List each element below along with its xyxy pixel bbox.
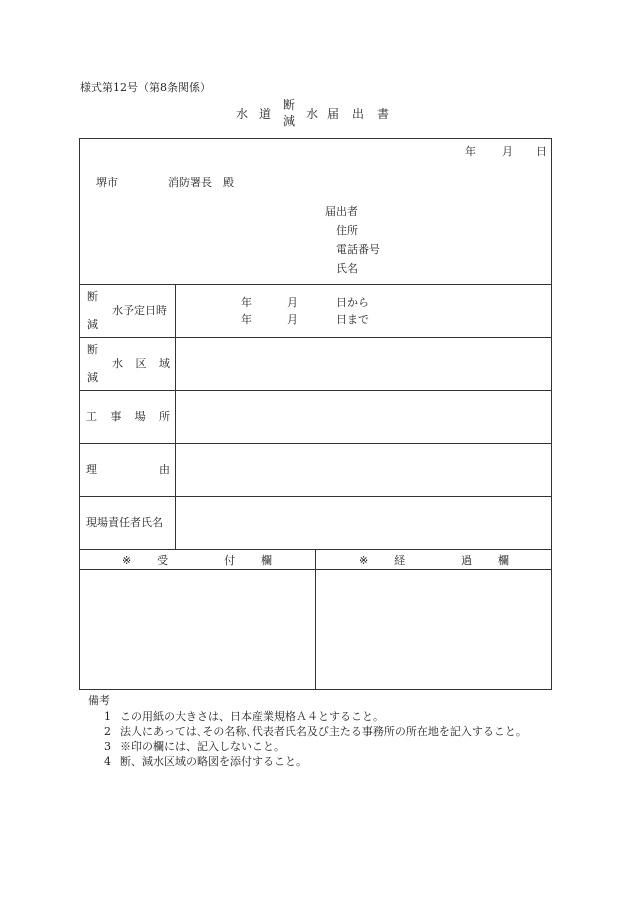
footer-column-divider [315,549,316,690]
title-stack-bottom: 減 [283,114,296,128]
divider [79,284,552,285]
from-year-label: 年 [241,296,252,309]
area-label-top: 断 [87,343,98,356]
date-year-label: 年 [465,145,476,158]
date-month-label: 月 [502,145,513,158]
divider [79,390,552,391]
from-day-label: 日から [336,296,369,309]
applicant-heading: 届出者 [325,205,358,218]
manager-label: 現場責任者氏名 [86,516,163,529]
addressee-office: 消防署長 [168,176,212,189]
note-text: この用紙の大きさは、日本産業規格Ａ４とすること。 [120,710,384,723]
addressee-honorific: 殿 [223,176,234,189]
title-char: 出 [352,107,365,121]
divider [79,443,552,444]
note-text: 法人にあっては､その名称､代表者氏名及び主たる事務所の所在地を記入すること。 [120,725,527,738]
title-char: 水 [236,107,249,121]
note-number: 4 [104,755,111,768]
area-label-bottom: 減 [87,371,98,384]
note-text: ※印の欄には、記入しないこと。 [120,740,285,753]
applicant-name-label: 氏名 [336,262,358,275]
title-char: 道 [259,107,272,121]
site-label: 工 事 場 所 [86,410,170,423]
title-char: 水 [306,107,319,121]
addressee-city: 堺市 [96,176,118,189]
note-text: 断、減水区域の略図を添付すること。 [120,755,307,768]
title-char: 届 [327,107,340,121]
label-column-divider [175,284,176,550]
form-number: 様式第12号（第8条関係） [80,81,211,94]
note-number: 3 [104,740,111,753]
area-label: 水 区 域 [112,357,170,370]
reason-label: 理 由 [86,463,170,476]
date-day-label: 日 [536,145,547,158]
to-day-label: 日まで [336,313,369,326]
title-stack-top: 断 [283,98,296,112]
period-label-top: 断 [87,290,98,303]
applicant-phone-label: 電話番号 [336,243,380,256]
progress-column-header: ※ 経 過 欄 [359,554,509,567]
receipt-column-header: ※ 受 付 欄 [122,554,272,567]
to-month-label: 月 [287,313,298,326]
title-char: 書 [377,107,390,121]
from-month-label: 月 [287,296,298,309]
applicant-address-label: 住所 [336,224,358,237]
period-label: 水予定日時 [112,304,167,317]
period-label-bottom: 減 [87,318,98,331]
divider [79,496,552,497]
divider [79,337,552,338]
to-year-label: 年 [241,313,252,326]
note-number: 2 [104,725,111,738]
note-number: 1 [104,710,111,723]
notes-heading: 備考 [88,694,110,707]
